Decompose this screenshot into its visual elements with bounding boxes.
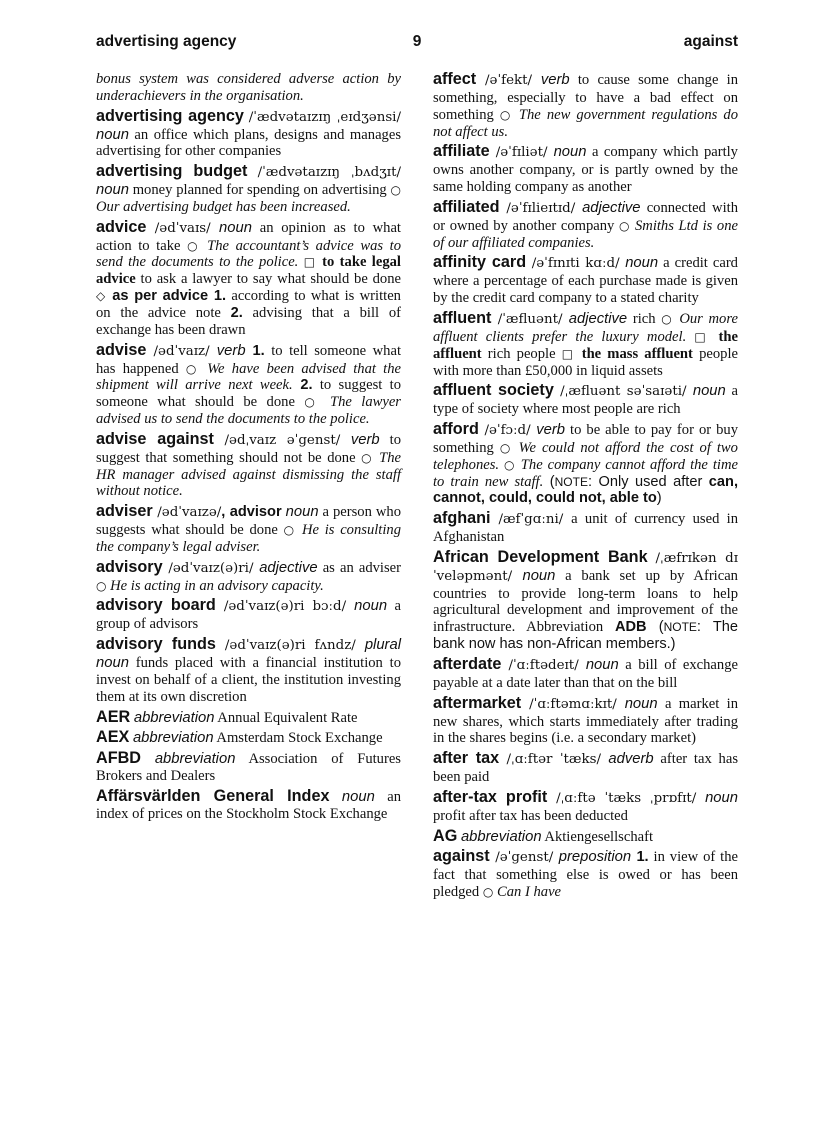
part-of-speech: abbreviation bbox=[460, 828, 542, 845]
headword: AER bbox=[96, 707, 131, 726]
part-of-speech: adjective bbox=[568, 310, 628, 327]
entry-advisory-board bbox=[96, 597, 401, 633]
entry-after-tax-profit bbox=[433, 789, 738, 825]
entry-advertising-budget bbox=[96, 163, 401, 216]
entry-affiliate bbox=[433, 143, 738, 196]
example: Smiths Ltd is one of our affiliated companies. bbox=[433, 217, 738, 251]
example-circle-icon: ○ bbox=[499, 440, 513, 455]
pronunciation: /ˌæfluənt səˈsaɪəti/ bbox=[553, 384, 693, 400]
part-of-speech: preposition bbox=[558, 849, 632, 866]
definition: an office which plans, designs and manages advertising for other companies bbox=[96, 126, 401, 160]
part-of-speech: abbreviation bbox=[154, 751, 236, 768]
headword: advise against bbox=[96, 429, 214, 448]
example: Our advertising budget has been increased. bbox=[96, 198, 351, 215]
definition: a company which partly owns another company, or is partly owned by the same holding company as another bbox=[433, 144, 738, 196]
headword: advisory bbox=[96, 557, 163, 576]
sense-number: 1. bbox=[208, 288, 227, 305]
note-text: : Only used after bbox=[587, 473, 709, 490]
example-circle-icon: ○ bbox=[482, 885, 494, 900]
example-circle-icon: ○ bbox=[185, 361, 200, 376]
definition: connected with or owned by another company bbox=[433, 199, 738, 234]
definition: to be able to pay for or buy something bbox=[433, 422, 738, 456]
continued-entry: bonus system was considered adverse action by underachievers in the organisation. bbox=[96, 71, 401, 104]
example: The new government regulations do not affect us. bbox=[433, 106, 738, 140]
definition: as an adviser bbox=[317, 559, 401, 576]
example-circle-icon: ○ bbox=[499, 107, 513, 122]
entry-affect bbox=[433, 71, 738, 140]
definition: a type of society where most people are rich bbox=[433, 383, 738, 418]
entry-after-tax bbox=[433, 750, 738, 786]
example: The HR manager advised against dismissing the staff without notice. bbox=[96, 449, 401, 500]
headword: AFBD bbox=[96, 749, 141, 768]
part-of-speech: noun bbox=[624, 695, 658, 712]
entry-aer bbox=[96, 709, 401, 727]
example: Our more affluent clients prefer the luxury model. bbox=[433, 310, 738, 345]
headword: Affärsvärlden General Index bbox=[96, 786, 330, 805]
example-circle-icon: ○ bbox=[618, 218, 631, 233]
note-paren: ( bbox=[646, 619, 664, 636]
note-label: NOTE bbox=[663, 620, 697, 635]
sense-number: 2. bbox=[292, 377, 313, 394]
headword: affluent bbox=[433, 308, 492, 327]
part-of-speech: noun bbox=[522, 567, 556, 584]
page-number: 9 bbox=[412, 33, 422, 50]
example-circle-icon: ○ bbox=[504, 457, 516, 472]
pronunciation: /ˈɑːftədeɪt/ bbox=[501, 658, 586, 673]
entry-affinity-card bbox=[433, 254, 738, 307]
entry-affluent bbox=[433, 310, 738, 379]
sense-definition: advising that a bill of exchange has been drawn bbox=[96, 304, 401, 338]
definition: profit after tax has been deducted bbox=[433, 807, 628, 824]
part-of-speech: noun bbox=[692, 383, 726, 400]
example: He is acting in an advisory capacity. bbox=[110, 577, 324, 594]
sense-definition: according to what is written on the advice note bbox=[96, 288, 401, 321]
entry-affarsvarlden-general-index bbox=[96, 788, 401, 823]
example: Can I have bbox=[497, 884, 562, 901]
pronunciation: /ədˈvaɪs/ bbox=[146, 220, 220, 236]
example: We have been advised that the shipment will arrive next week. bbox=[96, 360, 401, 394]
right-column bbox=[433, 71, 738, 904]
headword: afterdate bbox=[433, 655, 502, 673]
pronunciation: /æfˈgɑːni/ bbox=[490, 512, 572, 528]
diamond-icon: ◇ bbox=[96, 289, 107, 304]
headword: advise bbox=[96, 340, 147, 359]
headword-variant: advisor bbox=[229, 504, 282, 521]
definition: a credit card where a percentage of each purchase made is given by the credit card company to a stated charity bbox=[433, 255, 738, 307]
running-header bbox=[96, 33, 738, 53]
part-of-speech: noun bbox=[553, 144, 587, 161]
entry-aex bbox=[96, 729, 401, 747]
definition: an opinion as to what action to take bbox=[96, 219, 401, 254]
part-of-speech: noun bbox=[219, 219, 252, 236]
note-label: NOTE bbox=[554, 474, 588, 489]
headword: after tax bbox=[433, 749, 500, 768]
definition: a person who suggests what should be done bbox=[96, 504, 401, 539]
example-circle-icon: ○ bbox=[96, 578, 107, 593]
definition: a bill of exchange payable at a date later than that on the bill bbox=[433, 657, 738, 691]
definition: after tax has been paid bbox=[433, 751, 738, 786]
sense-number: 1. bbox=[245, 342, 265, 359]
pronunciation: /əˈgenst/ bbox=[489, 850, 559, 866]
pronunciation: /əˈfɪlieɪtɪd/ bbox=[499, 200, 583, 216]
phrase-definition: rich people bbox=[481, 345, 562, 362]
pronunciation: /ˈædvətaɪzɪŋ ˌbʌdʒɪt/ bbox=[257, 165, 401, 181]
part-of-speech: noun bbox=[96, 126, 129, 143]
phrase: the mass affluent bbox=[581, 345, 693, 362]
abbreviation: ADB bbox=[614, 619, 647, 636]
phrase-square-icon: □ bbox=[303, 255, 317, 270]
example-circle-icon: ○ bbox=[661, 311, 674, 326]
part-of-speech: noun bbox=[585, 657, 619, 673]
entry-afbd bbox=[96, 750, 401, 785]
note-forms: can, cannot, could, could not, able to bbox=[433, 473, 738, 507]
definition: to suggest that something should not be done bbox=[96, 431, 401, 466]
entry-afford bbox=[433, 421, 738, 507]
pronunciation: /ˈæfluənt/ bbox=[491, 311, 569, 327]
phrase-square-icon: □ bbox=[561, 346, 576, 361]
pronunciation: /ədˌvaɪz əˈgenst/ bbox=[213, 432, 351, 448]
entry-advertising-agency bbox=[96, 108, 401, 161]
part-of-speech: verb bbox=[536, 422, 566, 439]
entry-affiliated bbox=[433, 199, 738, 252]
phrase-square-icon: □ bbox=[694, 329, 711, 344]
pronunciation: /ˈædvətaɪzɪŋ ˌeɪdʒənsi/ bbox=[248, 109, 401, 125]
definition: rich bbox=[627, 310, 662, 327]
entry-afghani bbox=[433, 510, 738, 546]
headword: affect bbox=[433, 70, 477, 88]
part-of-speech: verb bbox=[540, 72, 570, 88]
part-of-speech: abbreviation bbox=[133, 709, 215, 726]
pronunciation: /ədˈvaɪz(ə)ri bɔːd/ bbox=[215, 599, 355, 615]
headword: AEX bbox=[96, 728, 130, 747]
definition: an index of prices on the Stockholm Stock Exchange bbox=[96, 788, 401, 822]
definition: to cause some change in something, especially to have a bad effect on something bbox=[433, 72, 738, 123]
definition: money planned for spending on advertising bbox=[128, 182, 391, 199]
headword: advisory funds bbox=[96, 635, 216, 654]
definition: Association of Futures Brokers and Dealers bbox=[96, 751, 401, 785]
headword: advisory board bbox=[96, 596, 216, 615]
sense-definition: to tell someone what has happened bbox=[96, 342, 401, 377]
definition: a group of advisors bbox=[96, 598, 401, 633]
part-of-speech: verb bbox=[216, 342, 246, 359]
entry-advice bbox=[96, 219, 401, 339]
definition: a market in new shares, which starts immediately after trading in the shares begins (i.e. a secondary market) bbox=[433, 695, 738, 747]
headword: after-tax profit bbox=[433, 787, 548, 806]
entry-advise-against bbox=[96, 431, 401, 500]
pronunciation: /əˈfekt/ bbox=[476, 73, 541, 88]
part-of-speech: adjective bbox=[259, 559, 318, 576]
definition: in view of the fact that something else is owed or has been pledged bbox=[433, 849, 738, 901]
note-paren: ) bbox=[656, 490, 662, 507]
pronunciation: /ˌɑːftər ˈtæks/ bbox=[499, 752, 609, 768]
sense-number: 2. bbox=[230, 304, 243, 321]
entry-adviser bbox=[96, 503, 401, 556]
entry-advisory-funds bbox=[96, 636, 401, 705]
definition: a bank set up by African countries to provide long-term loans to help agricultural development and improvement of the infrastructure. Abbreviation bbox=[433, 567, 738, 636]
pronunciation: /ədˈvaɪzə/ bbox=[152, 505, 222, 521]
example: We could not afford the cost of two telephones. bbox=[433, 439, 738, 473]
sense-definition: to suggest to someone what should be done bbox=[96, 377, 401, 411]
note-text: : The bank now has non-African members.) bbox=[433, 619, 739, 653]
entry-against bbox=[433, 848, 738, 901]
part-of-speech: noun bbox=[96, 182, 129, 199]
sense-number: 1. bbox=[631, 849, 649, 866]
example-circle-icon: ○ bbox=[304, 395, 321, 410]
example: The company cannot afford the time to train new staff. bbox=[433, 456, 738, 490]
example-circle-icon: ○ bbox=[283, 523, 297, 538]
example: The lawyer advised us to send the documents to the police. bbox=[96, 394, 401, 428]
headword: affinity card bbox=[433, 253, 527, 272]
part-of-speech: adverb bbox=[608, 751, 654, 768]
example: He is consulting the company’s legal adviser. bbox=[96, 522, 401, 555]
headword: aftermarket bbox=[433, 693, 522, 712]
definition: a unit of currency used in Afghanistan bbox=[433, 511, 738, 546]
headword: afford bbox=[433, 420, 479, 439]
part-of-speech: noun bbox=[625, 255, 659, 272]
pronunciation: /ˌæfrɪkən dɪˈveləpmənt/ bbox=[433, 550, 738, 584]
pronunciation: /əˈfɪliət/ bbox=[489, 145, 554, 161]
pronunciation: /əˈfɔːd/ bbox=[478, 423, 537, 439]
headword: advertising agency bbox=[96, 106, 244, 125]
phrase: as per advice bbox=[112, 288, 209, 305]
headword: advice bbox=[96, 217, 147, 236]
headword: affluent society bbox=[433, 381, 554, 400]
phrase-definition: people with more than £50,000 in liquid assets bbox=[433, 345, 738, 379]
phrase-definition: to ask a lawyer to say what should be done bbox=[135, 271, 401, 288]
pronunciation: /əˈfɪnɪti kɑːd/ bbox=[526, 256, 626, 272]
definition: Aktiengesellschaft bbox=[541, 828, 654, 845]
entry-ag bbox=[433, 828, 738, 846]
separator: , bbox=[221, 504, 230, 521]
part-of-speech: noun bbox=[354, 598, 388, 615]
headword: affiliated bbox=[433, 197, 500, 216]
pronunciation: /ˌɑːftə ˈtæks ˌprɒfɪt/ bbox=[547, 790, 706, 806]
entry-advisory bbox=[96, 559, 401, 595]
definition: Annual Equivalent Rate bbox=[214, 709, 358, 726]
definition: funds placed with a financial institution to invest on behalf of a client, the institution investing them at its own discretion bbox=[96, 655, 401, 705]
headword: afghani bbox=[433, 509, 491, 528]
entry-aftermarket bbox=[433, 695, 738, 748]
part-of-speech: noun bbox=[705, 789, 738, 806]
header-last-word: against bbox=[683, 33, 738, 50]
pronunciation: /ˈɑːftəmɑːkɪt/ bbox=[521, 696, 625, 712]
phrase: the affluent bbox=[433, 328, 738, 362]
entry-advise bbox=[96, 342, 401, 428]
part-of-speech: verb bbox=[350, 431, 380, 448]
phrase: to take legal advice bbox=[96, 254, 401, 288]
example-circle-icon: ○ bbox=[390, 183, 401, 198]
headword: affiliate bbox=[433, 142, 490, 161]
part-of-speech: adjective bbox=[582, 199, 641, 216]
note-paren: ( bbox=[543, 473, 555, 490]
example-circle-icon: ○ bbox=[187, 238, 201, 253]
example-circle-icon: ○ bbox=[361, 450, 374, 465]
left-column bbox=[96, 71, 401, 826]
headword: advertising budget bbox=[96, 162, 248, 181]
headword: against bbox=[433, 847, 490, 866]
headword: AG bbox=[433, 826, 458, 845]
headword: adviser bbox=[96, 502, 153, 521]
pronunciation: /ədˈvaɪz(ə)ri/ bbox=[162, 560, 260, 576]
entry-affluent-society bbox=[433, 382, 738, 418]
header-first-word: advertising agency bbox=[96, 33, 237, 50]
part-of-speech: noun bbox=[285, 504, 319, 521]
entry-afterdate bbox=[433, 656, 738, 692]
headword: African Development Bank bbox=[433, 547, 648, 566]
part-of-speech: plural noun bbox=[96, 637, 402, 671]
pronunciation: /ədˈvaɪz(ə)ri fʌndz/ bbox=[215, 638, 365, 654]
definition: Amsterdam Stock Exchange bbox=[213, 730, 383, 747]
part-of-speech: abbreviation bbox=[132, 730, 214, 747]
part-of-speech: noun bbox=[341, 788, 375, 805]
example: The accountant’s advice was to send the documents to the police. bbox=[96, 237, 401, 271]
entry-african-development-bank bbox=[433, 549, 738, 653]
pronunciation: /ədˈvaɪz/ bbox=[146, 343, 217, 359]
